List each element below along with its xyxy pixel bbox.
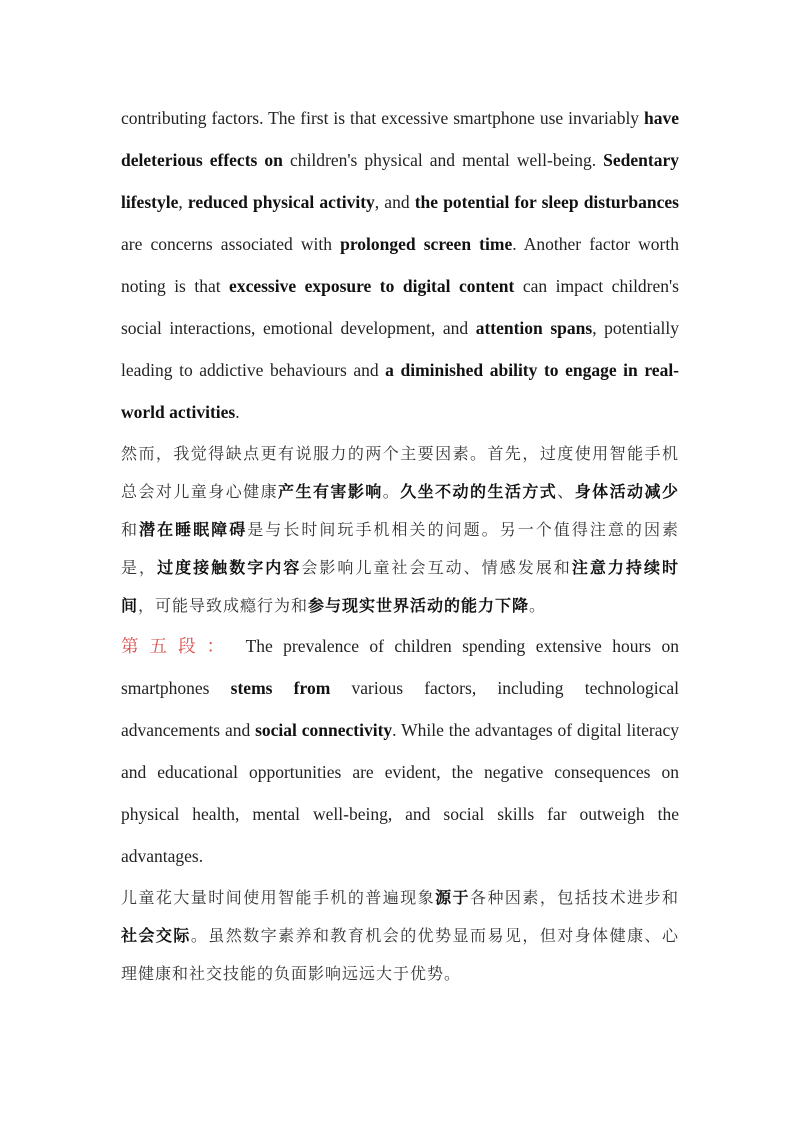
text-run: 会影响儿童社会互动、情感发展和 [301, 558, 572, 577]
text-run: various factors, including technological advancements and [121, 678, 679, 740]
paragraph-5-chinese [121, 879, 679, 993]
paragraph-marker: 第五段： [121, 636, 236, 656]
text-run: 。 [382, 482, 401, 501]
text-run: . While the advantages of digital literacy and educational opportunities are evident, the negative consequences on physical health, mental well-being, and social skills far outweigh the advantages. [121, 720, 680, 866]
bold-phrase: 过度接触数字内容 [157, 558, 302, 577]
text-run: . [235, 402, 240, 422]
text-run: , and [374, 192, 415, 212]
text-run: ，可能导致成瘾行为和 [138, 596, 309, 615]
bold-phrase: have deleterious effects on [121, 108, 679, 170]
bold-phrase: 产生有害影响 [278, 482, 383, 501]
text-run: can impact children's social interactions, emotional development, and [121, 276, 679, 338]
text-run: children's physical and mental well-being. [282, 150, 604, 170]
text-run: 儿童花大量时间使用智能手机的普遍现象 [121, 888, 436, 907]
bold-phrase: the potential for sleep disturbances [414, 192, 679, 212]
bold-phrase: stems from [230, 678, 331, 698]
text-run: 。虽然数字素养和教育机会的优势显而易见，但对身体健康、心理健康和社交技能的负面影响远远大于优势。 [121, 926, 679, 983]
document-page [121, 97, 679, 993]
paragraph-4-english [121, 97, 679, 433]
bold-phrase: social connectivity [255, 720, 393, 740]
bold-phrase: a diminished ability to engage in real-world activities [121, 360, 680, 422]
bold-phrase: 身体活动减少 [574, 482, 679, 501]
bold-phrase: 潜在睡眠障碍 [139, 520, 248, 539]
bold-phrase: 社会交际 [121, 926, 191, 945]
text-run: , potentially leading to addictive behaviours and [121, 318, 679, 380]
text-run: are concerns associated with [121, 234, 341, 254]
text-run: 和 [121, 520, 140, 539]
text-run: . Another factor worth noting is that [121, 234, 679, 296]
bold-phrase: attention spans [475, 318, 593, 338]
text-run: 是与长时间玩手机相关的问题。另一个值得注意的因素是， [121, 520, 679, 577]
text-run: 。 [529, 596, 547, 615]
bold-phrase: excessive exposure to digital content [229, 276, 515, 296]
text-run: , [178, 192, 188, 212]
text-run: 各种因素，包括技术进步和 [470, 888, 679, 907]
text-run: 、 [557, 482, 575, 501]
bold-phrase: 参与现实世界活动的能力下降 [308, 596, 530, 615]
bold-phrase: Sedentary lifestyle [121, 150, 679, 212]
bold-phrase: 源于 [435, 888, 471, 907]
bold-phrase: reduced physical activity [187, 192, 375, 212]
paragraph-4-chinese [121, 435, 679, 625]
bold-phrase: prolonged screen time [340, 234, 513, 254]
text-run: contributing factors. The first is that excessive smartphone use invariably [121, 108, 644, 128]
bold-phrase: 久坐不动的生活方式 [400, 482, 558, 501]
text-run: 然而，我觉得缺点更有说服力的两个主要因素。首先，过度使用智能手机总会对儿童身心健康 [121, 444, 679, 501]
bold-phrase: 注意力持续时间 [121, 558, 679, 615]
paragraph-5-english [121, 625, 679, 877]
text-run: The prevalence of children spending extensive hours on smartphones [121, 636, 680, 698]
